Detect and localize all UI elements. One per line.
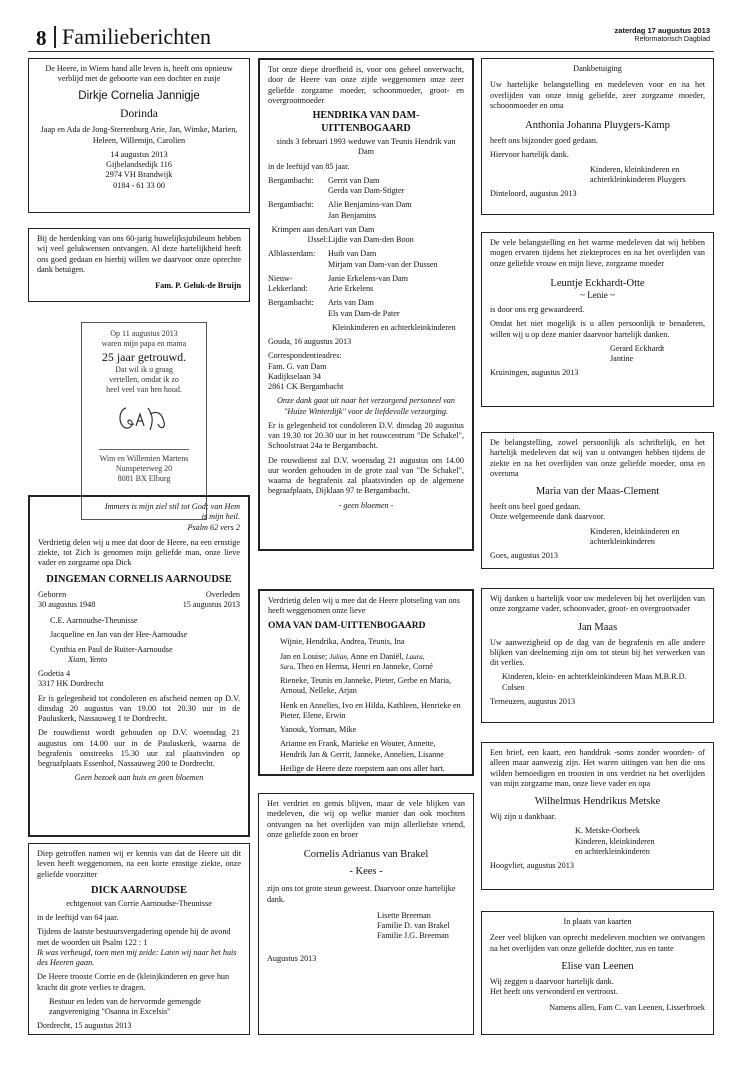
family-member: Mirjam van Dam-van der Dussen — [328, 259, 438, 269]
dick-spouse: echtgenoot van Corrie Aarnoudse-Theunisse — [66, 898, 212, 908]
signature-image — [114, 400, 174, 436]
birth-name: Dirkje Cornelia Jannigje — [78, 89, 200, 102]
aarnoudse-intro: Verdrietig delen wij u mee dat door de Heere, na een ernstige ziekte, tot Zich is genomen mijn geliefde man, onze lieve vader en zorgzame opa Dick — [38, 537, 240, 568]
oma-g2d: Laura, — [405, 652, 425, 661]
leenen-name: Elise van Leenen — [561, 960, 634, 972]
family-place: Nieuw-Lekkerland: — [268, 273, 308, 293]
maas-clement-sign: Kinderen, kleinkinderen en achterkleinkinderen — [590, 526, 680, 546]
hendrika-age: in de leeftijd van 85 jaar. — [268, 161, 350, 171]
family-member: Alie Benjamins-van Dam — [328, 200, 412, 210]
family-member: Aris van Dam — [328, 298, 374, 308]
dick-footer: Dordrecht, 15 augustus 2013 — [37, 1021, 132, 1031]
family-member: Jan Benjamins — [328, 210, 376, 220]
dick-age: in de leeftijd van 64 jaar. — [37, 913, 119, 923]
leenen-t2: Het heeft ons verwonderd en vertroost. — [490, 987, 618, 997]
aarnoudse-name: DINGEMAN CORNELIS AARNOUDSE — [46, 573, 232, 585]
pluygers-thanks — [481, 58, 714, 215]
metske-name: Wilhelmus Hendrikus Metske — [534, 796, 661, 807]
hendrika-thanks: Onze dank gaat uit naar het verzorgend personeel van "Huize Winterdijk" voor de liefdevolle verzorging. — [277, 396, 455, 416]
jan-maas-thanks — [481, 588, 714, 723]
brakel-s3: Familie J.G. Breeman — [377, 931, 449, 941]
pluygers-intro: Uw hartelijke belangstelling en medeleven voor en na het overlijden van onze innig geliefde, zeer zorgzame moeder, schoonmoeder en oma — [490, 80, 705, 110]
metske-t1: Wij zijn u dankbaar. — [490, 812, 557, 822]
family-member: Gerda van Dam-Stigter — [328, 186, 405, 195]
eckhardt-s2: Jantine — [610, 354, 634, 364]
jan-maas-intro: Wij danken u hartelijk voor uw medeleven bij het overlijden van onze zorgzame vader, schoonvader, groot- en overgrootvader — [490, 594, 705, 614]
leenen-title: In plaats van kaarten — [563, 917, 632, 926]
hendrika-family-row — [268, 298, 464, 319]
pluygers-title: Dankbetuiging — [573, 64, 622, 73]
eckhardt-footer: Kruiningen, augustus 2013 — [490, 368, 579, 378]
aarnoudse-dates — [38, 590, 240, 611]
eckhardt-name: Leuntje Eckhardt-Otte — [550, 277, 645, 289]
birth-addr2: 2974 VH Brandwijk — [105, 170, 173, 180]
birth-family: Jaap en Ada de Jong-Sterrenburg Arie, Jan, Wimke, Marien, Heleen, Willemijn, Carolien — [40, 125, 238, 145]
died-label: Overleden — [205, 589, 240, 599]
card-addr2: 8081 BX Elburg — [117, 473, 171, 483]
oma-g3: Rieneke, Teunis en Janneke, Pieter, Gerbe en Maria, Arnoud, Nelleke, Arjan — [280, 676, 452, 696]
leenen-thanks — [481, 911, 714, 1035]
page-header — [28, 20, 714, 50]
oma-g2e: Sara, — [280, 662, 295, 671]
family-member: Els van Dam-de Pater — [328, 308, 400, 318]
hendrika-family-row — [268, 274, 464, 295]
hendrika-intro: Tot onze diepe droefheid is, voor ons geheel onverwacht, door de Heere van onze zijde weggenomen onze zeer geliefde zorgzame moeder, schoonmoeder, groot- en overgrootmoeder — [268, 65, 464, 105]
hendrika-corr1: Fam. G. van Dam — [268, 361, 327, 371]
aarnoudse-rel2: Jacqueline en Jan van der Hee-Aarnoudse — [50, 630, 188, 640]
paper-name: Reformatorisch Dagblad — [634, 36, 710, 43]
wedding-card — [81, 322, 207, 520]
brakel-footer: Augustus 2013 — [267, 953, 317, 963]
dick-name: DICK AARNOUDSE — [91, 884, 187, 896]
aarnoudse-addr1: Godetia 4 — [38, 669, 71, 679]
hendrika-family-row — [268, 225, 464, 246]
maas-clement-footer: Goes, augustus 2013 — [490, 551, 558, 561]
oma-g2 — [268, 652, 464, 662]
eckhardt-t1: is door ons erg gewaardeerd. — [490, 305, 585, 315]
jan-maas-footer: Terneuzen, augustus 2013 — [490, 696, 576, 706]
oma-intro: Verdrietig delen wij u mee dat de Heere plotseling van ons heeft weggenomen onze lieve — [268, 596, 460, 616]
hendrika-footer: - geen bloemen - — [338, 500, 394, 510]
hendrika-widow: sinds 3 februari 1993 weduwe van Teunis Hendrik van Dam — [276, 137, 456, 157]
hendrika-corr-label: Correspondentieadres: — [268, 351, 342, 361]
family-place: Bergambacht: — [268, 298, 314, 308]
dick-intro: Diep getroffen namen wij er kennis van dat de Heere uit dit leven heeft weggenomen, na een korte ernstige ziekte, onze geliefde voorzitter — [37, 849, 241, 879]
oma-g2b: Julian, — [329, 652, 349, 661]
birth-addr1: Gijbelandsedijk 116 — [106, 160, 172, 169]
pluygers-name: Anthonia Johanna Pluygers-Kamp — [525, 120, 670, 131]
card-line5: heel veel van hen houd. — [106, 384, 182, 394]
section-title: Familieberichten — [62, 24, 212, 49]
oma-g2c: Anne en Daniël, — [350, 651, 404, 661]
born-date: 30 augustus 1948 — [38, 599, 96, 609]
brakel-s2: Familie D. van Brakel — [377, 921, 450, 930]
family-place: Krimpen aan den IJssel: — [271, 224, 328, 244]
pluygers-t1: heeft ons bijzonder goed gedaan. — [490, 136, 598, 146]
metske-thanks — [481, 742, 714, 890]
maas-clement-t1: heeft ons heel goed gedaan. — [490, 502, 581, 512]
birth-intro: De Heere, in Wiens hand alle leven is, heeft ons opnieuw verblijd met de geboorte van een dochter en zusje — [45, 64, 233, 84]
dick-text1: Tijdens de laatste bestuursvergadering opende hij de avond met de woorden uit Psalm 122 : 1 — [37, 927, 231, 947]
brakel-thanks — [258, 793, 474, 1035]
jan-maas-text: Uw aanwezigheid op de dag van de begrafenis en alle andere blijken van deelneming zijn ons tot steun bij het verwerken van dit verlies. — [490, 637, 705, 668]
hendrika-corr3: 2861 CK Bergambacht — [268, 382, 344, 391]
oma-name: OMA VAN DAM-UITTENBOGAARD — [268, 620, 426, 631]
family-names — [328, 225, 464, 246]
pluygers-footer: Dinteloord, augustus 2013 — [490, 189, 577, 199]
dick-text3: Bestuur en leden van de hervormde gemengde zangvereniging "Osanna in Excelsis" — [49, 996, 201, 1017]
metske-intro: Een brief, een kaart, een handdruk -soms zonder woorden- of alleen maar aanwezig zijn. Het waren uitingen van hen die ons wilden bemoedigen en troosten in ons verdriet na het overlijden van mijn zorgzame man, onze lieve vader en opa — [490, 748, 705, 788]
family-names — [328, 249, 464, 270]
jubilee-thanks — [28, 228, 250, 302]
family-place: Bergambacht: — [268, 200, 314, 210]
maas-clement-t2: Onze welgemeende dank daarvoor. — [490, 512, 606, 522]
aarnoudse-obituary — [28, 495, 250, 837]
card-line1: Op 11 augustus 2013 — [110, 329, 178, 338]
hendrika-corr2: Kadijkselaan 34 — [268, 371, 321, 381]
hendrika-service: De rouwdienst zal D.V. woensdag 21 augustus om 14.00 uur worden gehouden in de grote zaal van "De Schakel", waarna de begrafenis zal plaatsvinden op de algemene begraafplaats, Dijklaan 97 te Bergambacht. — [268, 455, 464, 496]
hendrika-grandkids: Kleinkinderen en achterkleinkinderen — [332, 322, 456, 332]
metske-s2: Kinderen, kleinkinderen — [575, 836, 655, 846]
card-line4: vertellen, omdat ik zo — [109, 374, 179, 384]
header-rule — [28, 51, 714, 52]
family-member: Aart van Dam — [328, 224, 375, 234]
header-divider — [54, 26, 56, 48]
aarnoudse-rel1: C.E. Aarnoudse-Theunisse — [50, 616, 138, 626]
metske-s1: K. Metske-Oorbeek — [575, 826, 641, 836]
issue-date: zaterdag 17 augustus 2013 — [614, 26, 710, 35]
oma-g4: Henk en Annelies, Ivo en Hilda, Kathleen, Henrieke en Pieter, Elene, Erwin — [280, 700, 461, 720]
birth-announcement — [28, 58, 250, 213]
family-member: Gerrit van Dam — [328, 175, 380, 185]
maas-clement-thanks — [481, 432, 714, 569]
dick-aarnoudse-notice — [28, 843, 250, 1035]
family-names — [328, 274, 464, 295]
card-rule — [99, 449, 189, 450]
pluygers-sign: Kinderen, kleinkinderen en achterkleinkinderen Pluygers — [590, 164, 686, 184]
jan-maas-sign: Kinderen, klein- en achterkleinkinderen Maas M.B.R.D. Colsen — [502, 672, 687, 692]
hendrika-condolence: Er is gelegenheid tot condoleren D.V. dinsdag 20 augustus van 19.30 tot 20.30 uur in het rouwcentrum "De Schakel", Schoolstraat 24a te Bergambacht. — [268, 420, 464, 451]
hendrika-name: HENDRIKA VAN DAM-UITTENBOGAARD — [312, 110, 420, 134]
brakel-s1: Lisette Breeman — [377, 910, 431, 920]
card-big: 25 jaar getrouwd. — [101, 349, 187, 364]
family-names — [328, 298, 464, 319]
card-addr1: Nunspeterweg 20 — [115, 463, 173, 473]
aarnoudse-verse-ref: Psalm 62 vers 2 — [187, 522, 240, 532]
leenen-footer: Namens allen, Fam C. van Leenen, Lisserbroek — [549, 1003, 705, 1013]
hendrika-family-row — [268, 249, 464, 270]
brakel-text: zijn ons tot grote steun geweest. Daarvoor onze hartelijke dank. — [267, 884, 456, 904]
dick-text2: De Heere trooste Corrie en de (klein)kinderen en geve hun kracht dit grote verlies te dragen. — [37, 972, 230, 992]
birth-phone: 0184 - 61 33 00 — [113, 180, 165, 190]
eckhardt-s1: Gerard Eckhardt — [610, 343, 665, 353]
hendrika-family-row — [268, 200, 464, 221]
jubilee-text: Bij de herdenking van ons 60-jarig huwelijksjubileum hebben wij veel gelukwensen ontvangen. Al deze hartelijkheid heeft ons goed gedaan en hierbij willen we daarvoor onze oprechte dank betuigen. — [37, 234, 241, 274]
hendrika-obituary — [258, 58, 474, 551]
metske-s3: en achterkleinkinderen — [575, 846, 650, 856]
brakel-name: Cornelis Adrianus van Brakel — [303, 849, 429, 860]
oma-g5: Yanouk, Yorman, Mike — [280, 725, 357, 735]
oma-g2a: Jan en Louise; — [280, 651, 328, 661]
metske-footer: Hoogvliet, augustus 2013 — [490, 861, 574, 871]
oma-g2-line2 — [268, 662, 464, 672]
aarnoudse-service: De rouwdienst wordt gehouden op D.V. woensdag 21 augustus om 14.00 uur in de Pauluskerk, waarna de begrafenis omstreeks 15.30 uur zal plaatsvinden op begraafplaats Essenhof, Nassauweg 200 te Dordrecht. — [38, 728, 240, 769]
family-member: Arie Erkelens — [328, 284, 374, 293]
oma-g1: Wijnie, Hendrika, Andrea, Teunis, Ina — [280, 637, 405, 647]
born-label: Geboren — [38, 589, 67, 599]
family-names — [328, 200, 464, 221]
card-line3: Dat wil ik u graag — [115, 365, 173, 375]
eckhardt-nick: ~ Lenie ~ — [580, 289, 615, 300]
birth-date: 14 augustus 2013 — [110, 149, 168, 159]
aarnoudse-addr2: 3317 HK Dordrecht — [38, 679, 104, 689]
birth-callname: Dorinda — [120, 107, 158, 120]
oma-notice — [258, 589, 474, 776]
leenen-intro: Zeer veel blijken van oprecht medeleven mochten we ontvangen na het overlijden van onze geliefde dochter, zus en tante — [490, 933, 705, 953]
family-member: Janie Erkelens-van Dam — [328, 273, 409, 283]
family-member: Lijdie van Dam-den Boon — [328, 235, 414, 244]
eckhardt-intro: De vele belangstelling en het warme medeleven dat wij hebben mogen ervaren tijdens het ziekteproces en na het overlijden van onze geliefde vrouw en mijn lieve, zorgzame moeder — [490, 238, 705, 268]
hendrika-family-list — [268, 176, 464, 319]
page-number: 8 — [36, 26, 47, 50]
card-names: Wim en Willemien Martens — [99, 454, 189, 464]
oma-g2f: Theo en Herma, Henri en Janneke, Corné — [296, 661, 433, 671]
aarnoudse-footer: Geen bezoek aan huis en geen bloemen — [74, 773, 204, 783]
aarnoudse-rel3: Cynthia en Paul de Ruiter-Aarnoudse — [50, 644, 173, 654]
card-line2: waren mijn papa en mama — [101, 338, 187, 348]
hendrika-family-row — [268, 176, 464, 197]
eckhardt-t2: Omdat het niet mogelijk is u allen persoonlijk te benaderen, willen wij u op deze manier daarvoor hartelijk danken. — [490, 319, 705, 339]
oma-footer: Heilige de Heere deze roepstem aan ons aller hart. — [280, 763, 445, 773]
dick-quote: Ik was verheugd, toen men mij zeide: Laten wij naar het huis des Heeren gaan. — [37, 947, 237, 968]
maas-clement-name: Maria van der Maas-Clement — [535, 486, 660, 497]
family-member: Huib van Dam — [328, 249, 377, 259]
aarnoudse-condolence: Er is gelegenheid tot condoleren en afscheid nemen op D.V. dinsdag 20 augustus van 19.00 tot 20.30 uur in de Pauluskerk, Nassauweg 1 te Dordrecht. — [38, 693, 240, 724]
oma-g6: Arianne en Frank, Marieke en Wouter, Annette, Hendrik Jan & Gerrit, Janneke, Annelien, Lisanne — [280, 739, 444, 759]
brakel-intro: Het verdriet en gemis blijven, maar de vele blijken van medeleven, die wij op welke manier dan ook mochten ontvangen na het overlijden van mijn allerliefste vriend, onze geliefde zoon en broer — [267, 799, 465, 839]
pluygers-t2: Hiervoor hartelijk dank. — [490, 150, 569, 160]
family-names — [328, 176, 464, 197]
family-place: Bergambacht: — [268, 175, 314, 185]
hendrika-place-date: Gouda, 16 augustus 2013 — [268, 337, 352, 346]
jan-maas-name: Jan Maas — [577, 621, 618, 633]
brakel-nick: - Kees - — [349, 866, 383, 878]
maas-clement-intro: De belangstelling, zowel persoonlijk als schriftelijk, en het hartelijk medeleven dat wij van u ontvangen hebben tijdens de ziekte en na het overlijden van onze geliefde moeder, oma en overoma — [490, 438, 705, 478]
died-date: 15 augustus 2013 — [182, 599, 240, 609]
aarnoudse-verse: Immers is mijn ziel stil tot God; van Hem is mijn heil. — [104, 502, 240, 522]
aarnoudse-rel3b: Xiam, Yento — [68, 654, 108, 664]
leenen-t1: Wij zeggen u daarvoor hartelijk dank. — [490, 976, 614, 986]
jubilee-sign: Fam. P. Geluk-de Bruijn — [155, 281, 241, 290]
eckhardt-thanks — [481, 232, 714, 407]
family-place: Alblasserdam: — [268, 249, 316, 259]
